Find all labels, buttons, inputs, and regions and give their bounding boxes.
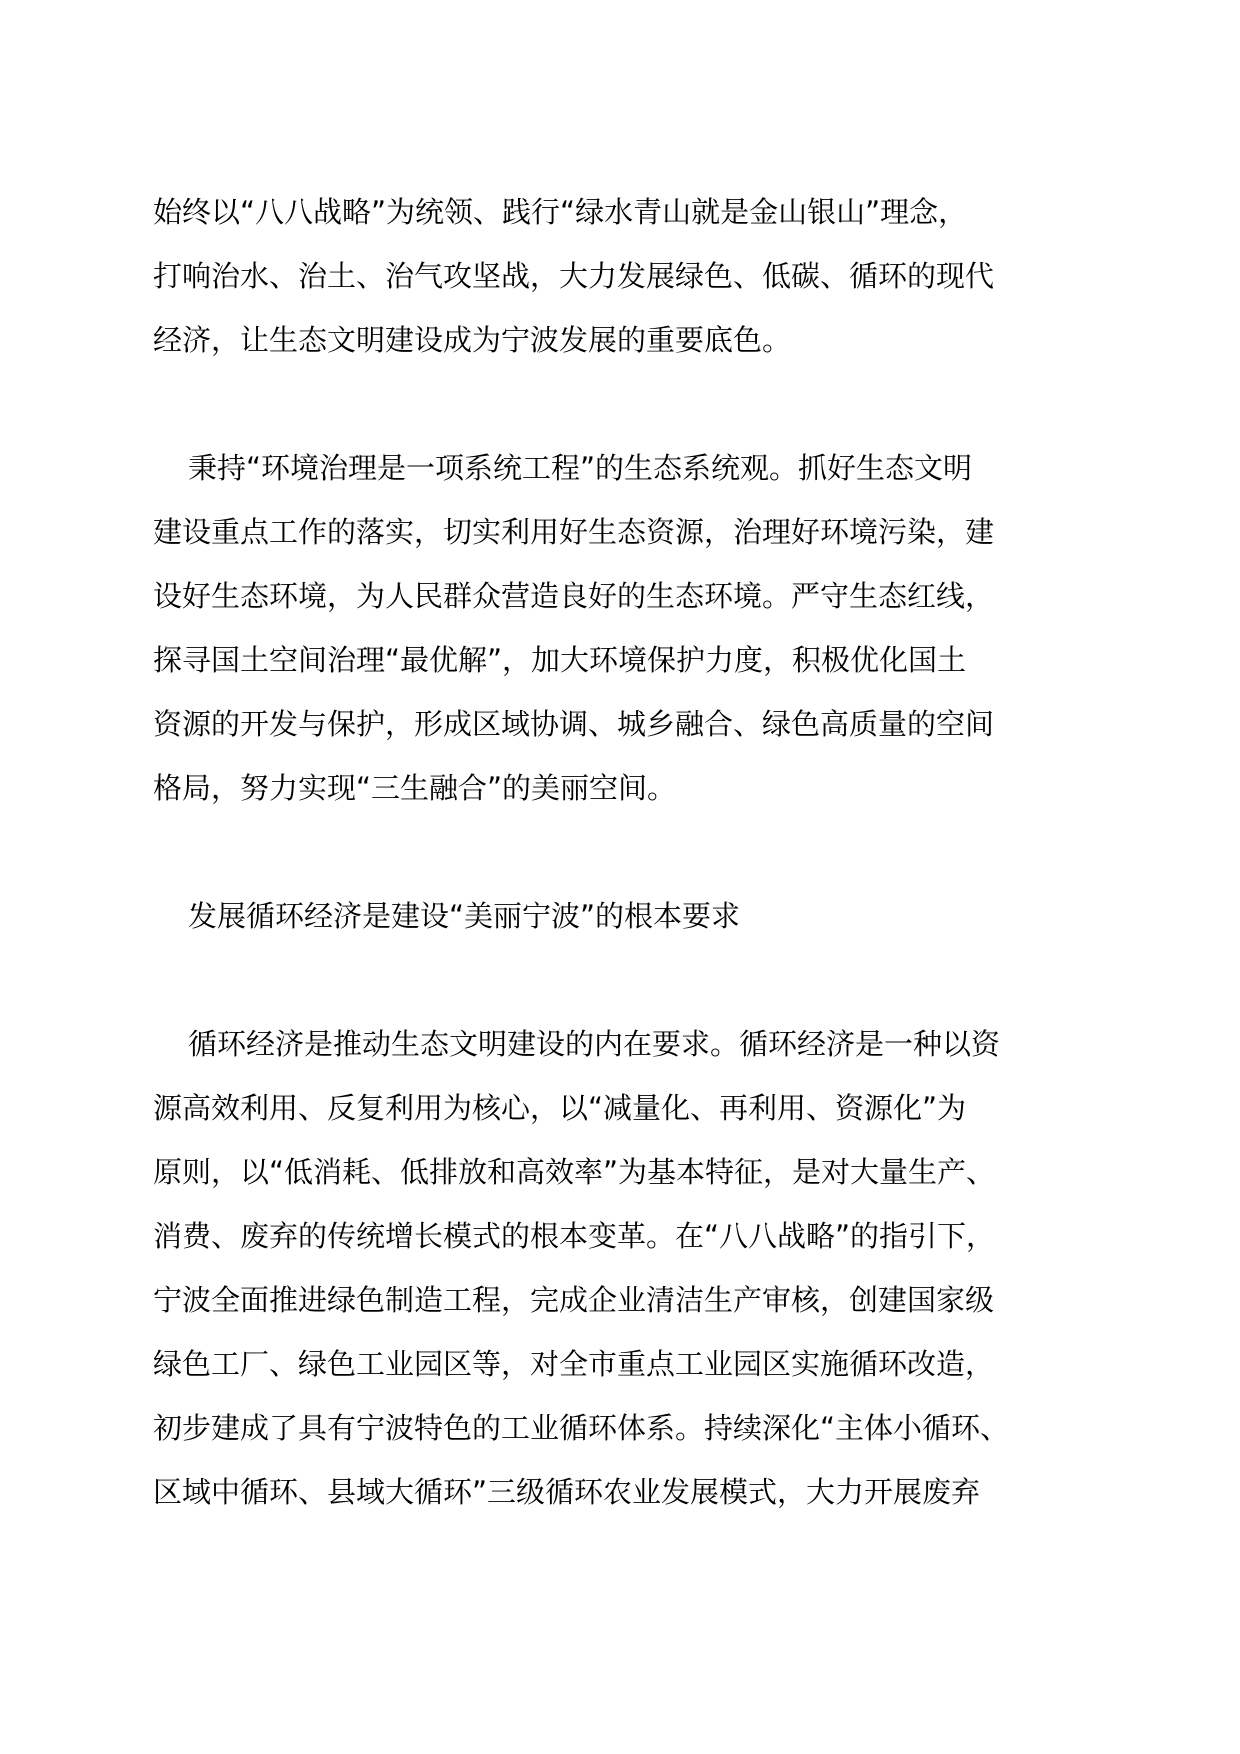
paragraph-3-line-8: 区域中循环、县域大循环”三级循环农业发展模式，大力开展废弃 (153, 1475, 981, 1509)
paragraph-2-line-5: 资源的开发与保护，形成区域协调、城乡融合、绿色高质量的空间 (153, 707, 995, 741)
paragraph-3-line-3: 原则，以“低消耗、低排放和高效率”为基本特征，是对大量生产、 (153, 1155, 996, 1189)
paragraph-2-line-1: 秉持“环境治理是一项系统工程”的生态系统观。抓好生态文明 (188, 451, 973, 485)
paragraph-1-line-1: 始终以“八八战略”为统领、践行“绿水青山就是金山银山”理念， (153, 195, 968, 229)
paragraph-1-line-2: 打响治水、治土、治气攻坚战，大力发展绿色、低碳、循环的现代 (153, 259, 995, 293)
section-heading: 发展循环经济是建设“美丽宁波”的根本要求 (188, 899, 741, 933)
paragraph-3-line-6: 绿色工厂、绿色工业园区等，对全市重点工业园区实施循环改造， (153, 1347, 995, 1381)
paragraph-3-line-7: 初步建成了具有宁波特色的工业循环体系。持续深化“主体小循环、 (153, 1411, 1010, 1445)
paragraph-2-line-4: 探寻国土空间治理“最优解”，加大环境保护力度，积极优化国土 (153, 643, 967, 677)
paragraph-3-line-5: 宁波全面推进绿色制造工程，完成企业清洁生产审核，创建国家级 (153, 1283, 995, 1317)
paragraph-2-line-6: 格局，努力实现“三生融合”的美丽空间。 (153, 771, 677, 805)
paragraph-3-line-2: 源高效利用、反复利用为核心，以“减量化、再利用、资源化”为 (153, 1091, 967, 1125)
paragraph-3-line-1: 循环经济是推动生态文明建设的内在要求。循环经济是一种以资 (188, 1027, 1001, 1061)
paragraph-2-line-3: 设好生态环境，为人民群众营造良好的生态环境。严守生态红线， (153, 579, 995, 613)
paragraph-2-line-2: 建设重点工作的落实，切实利用好生态资源，治理好环境污染，建 (153, 515, 995, 549)
paragraph-1-line-3: 经济，让生态文明建设成为宁波发展的重要底色。 (153, 323, 792, 357)
paragraph-3-line-4: 消费、废弃的传统增长模式的根本变革。在“八八战略”的指引下， (153, 1219, 996, 1253)
